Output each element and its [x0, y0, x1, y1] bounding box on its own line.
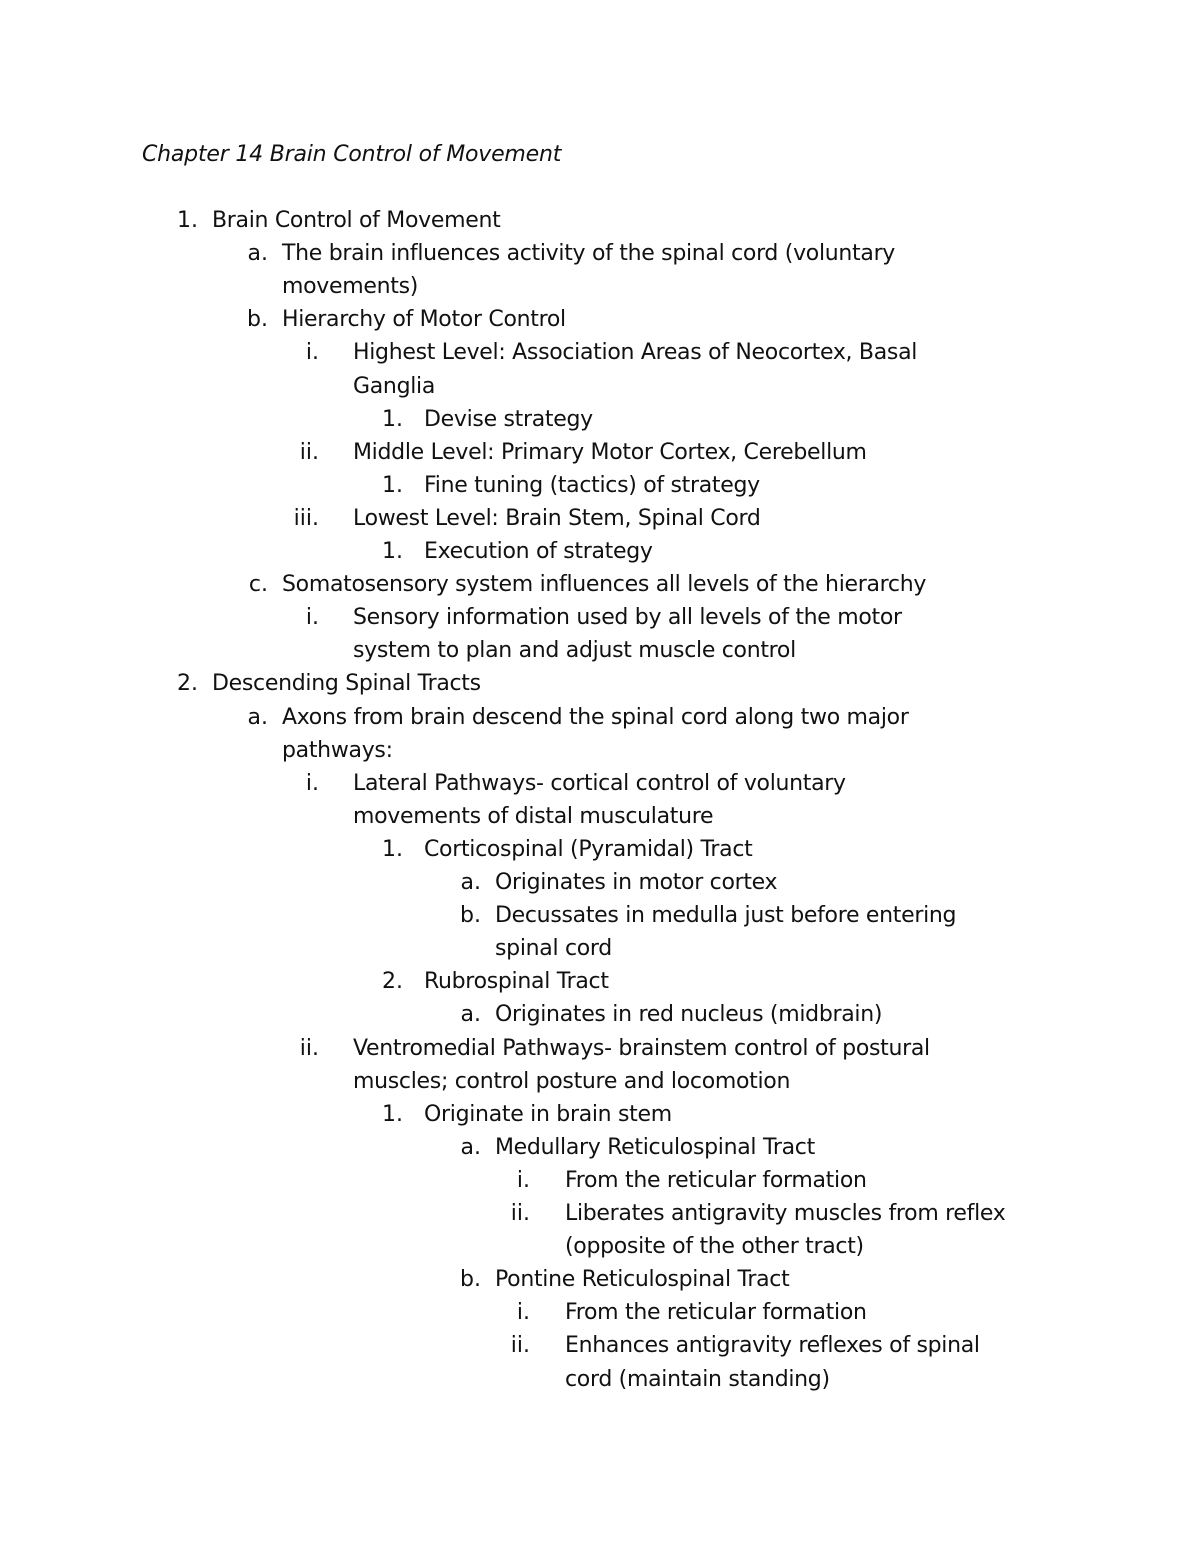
list-marker: ii.	[299, 1036, 319, 1061]
list-item-continuation: Ganglia	[353, 374, 436, 399]
list-item-text: Execution of strategy	[424, 539, 653, 564]
list-item-text: Liberates antigravity muscles from reflex	[565, 1201, 1006, 1226]
list-item-text: The brain influences activity of the spinal cord (voluntary	[282, 241, 896, 266]
list-marker: b.	[460, 903, 481, 928]
list-marker: i.	[516, 1300, 530, 1325]
list-marker: a.	[460, 1135, 481, 1160]
list-marker: i.	[305, 605, 319, 630]
list-marker: 1.	[177, 208, 198, 233]
list-marker: a.	[460, 870, 481, 895]
list-marker: 1.	[382, 473, 403, 498]
list-marker: 1.	[382, 837, 403, 862]
list-item-text: Brain Control of Movement	[212, 208, 501, 233]
list-marker: 1.	[382, 407, 403, 432]
list-item-continuation: spinal cord	[495, 936, 612, 961]
list-item-text: Lowest Level: Brain Stem, Spinal Cord	[353, 506, 761, 531]
list-marker: ii.	[510, 1201, 530, 1226]
list-item-text: Medullary Reticulospinal Tract	[495, 1135, 815, 1160]
list-marker: ii.	[299, 440, 319, 465]
list-item-text: Enhances antigravity reflexes of spinal	[565, 1333, 980, 1358]
list-item-text: Axons from brain descend the spinal cord along two major	[282, 705, 909, 730]
list-item-text: Originates in red nucleus (midbrain)	[495, 1002, 883, 1027]
list-item-text: Middle Level: Primary Motor Cortex, Cerebellum	[353, 440, 867, 465]
list-item-text: Hierarchy of Motor Control	[282, 307, 566, 332]
list-item-text: Devise strategy	[424, 407, 593, 432]
list-item-text: Lateral Pathways- cortical control of voluntary	[353, 771, 846, 796]
list-item-continuation: (opposite of the other tract)	[565, 1234, 864, 1259]
list-marker: b.	[460, 1267, 481, 1292]
list-item-continuation: movements of distal musculature	[353, 804, 714, 829]
list-marker: a.	[460, 1002, 481, 1027]
list-item-continuation: movements)	[282, 274, 419, 299]
list-item-text: Sensory information used by all levels of the motor	[353, 605, 902, 630]
list-item-continuation: pathways:	[282, 738, 393, 763]
list-marker: ii.	[510, 1333, 530, 1358]
list-item-text: Pontine Reticulospinal Tract	[495, 1267, 790, 1292]
list-item-continuation: muscles; control posture and locomotion	[353, 1069, 791, 1094]
list-marker: c.	[248, 572, 268, 597]
list-marker: a.	[247, 241, 268, 266]
page-title: Chapter 14 Brain Control of Movement	[142, 142, 562, 167]
list-item-text: Descending Spinal Tracts	[212, 671, 481, 696]
list-item-text: Corticospinal (Pyramidal) Tract	[424, 837, 753, 862]
list-item-text: Rubrospinal Tract	[424, 969, 609, 994]
list-marker: iii.	[293, 506, 319, 531]
list-item-continuation: system to plan and adjust muscle control	[353, 638, 796, 663]
list-item-text: Decussates in medulla just before entering	[495, 903, 957, 928]
list-item-text: Ventromedial Pathways- brainstem control of postural	[353, 1036, 930, 1061]
list-marker: i.	[305, 340, 319, 365]
list-item-text: Highest Level: Association Areas of Neocortex, Basal	[353, 340, 918, 365]
list-item-text: Originate in brain stem	[424, 1102, 672, 1127]
list-item-text: Fine tuning (tactics) of strategy	[424, 473, 760, 498]
list-marker: a.	[247, 705, 268, 730]
list-item-text: From the reticular formation	[565, 1168, 867, 1193]
list-item-text: Somatosensory system influences all levels of the hierarchy	[282, 572, 927, 597]
list-item-text: From the reticular formation	[565, 1300, 867, 1325]
list-marker: i.	[305, 771, 319, 796]
list-marker: 1.	[382, 1102, 403, 1127]
list-item-continuation: cord (maintain standing)	[565, 1367, 830, 1392]
list-item-text: Originates in motor cortex	[495, 870, 778, 895]
list-marker: 2.	[177, 671, 198, 696]
list-marker: 1.	[382, 539, 403, 564]
list-marker: 2.	[382, 969, 403, 994]
list-marker: i.	[516, 1168, 530, 1193]
list-marker: b.	[247, 307, 268, 332]
